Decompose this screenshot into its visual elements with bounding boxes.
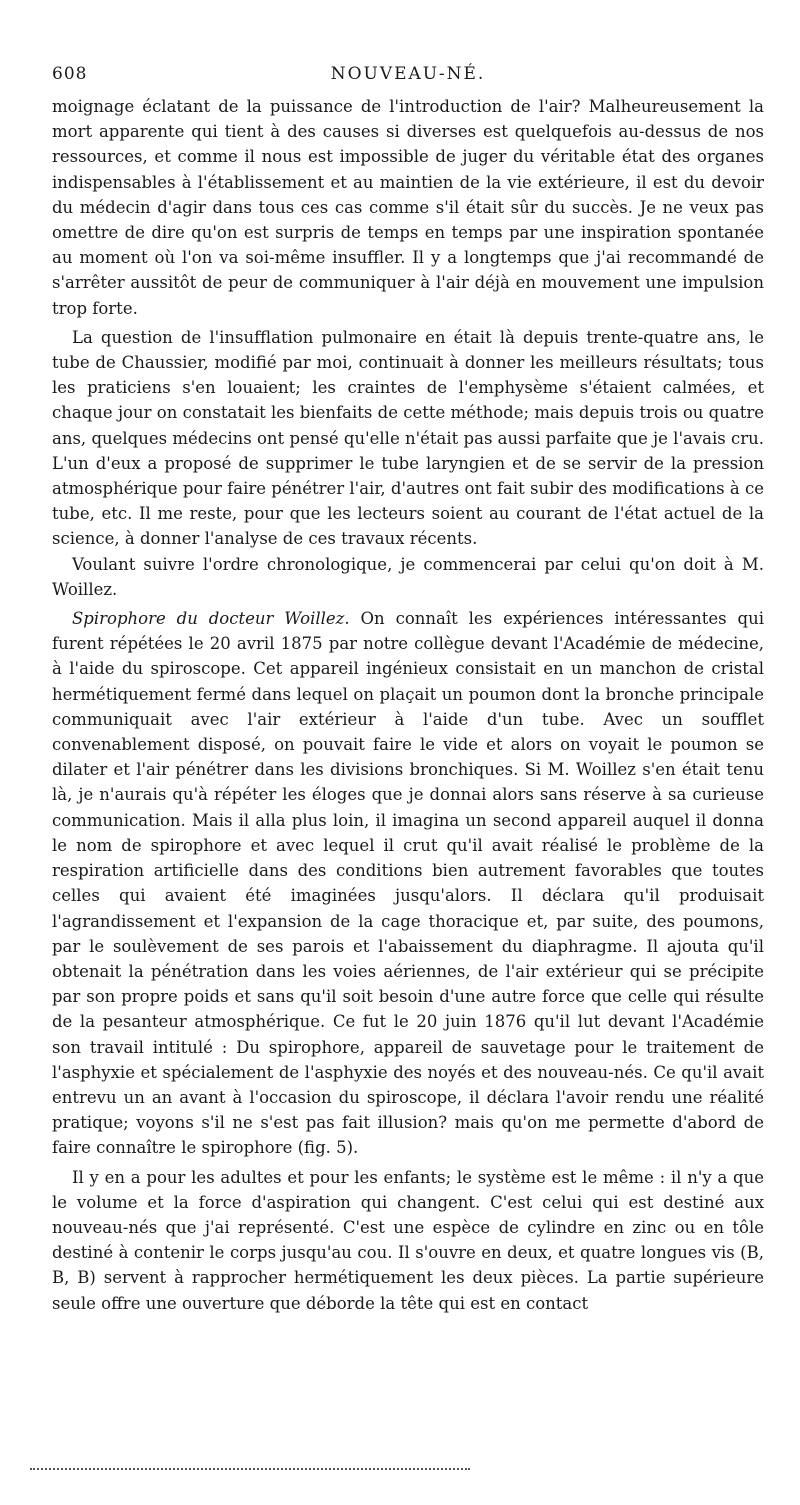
paragraph-4-text: On connaît les expériences intéressantes qui furent répétées le 20 avril 1875 par notre collègue devant l'Académie de médecine, à l'aide du spiroscope. Cet appareil ingénieux consistait en un manchon de cristal hermétiquement fermé dans lequel on plaçait un poumon dont la bronche principale communiquait avec l'air extérieur à l'aide d'un tube. Avec un soufflet convenablement disposé, on pouvait faire le vide et alors on voyait le poumon se dilater et l'air pénétrer dans les divisions bronchiques. Si M. Woillez s'en était tenu là, je n'aurais qu'à répéter les éloges que je donnai alors sans réserve à sa curieuse communication. Mais il alla plus loin, il imagina un second appareil auquel il donna le nom de spirophore et avec lequel il crut qu'il avait réalisé le problème de la respiration artificielle dans des conditions bien autrement favorables que toutes celles qui avaient été imaginées jusqu'alors. Il déclara qu'il produisait l'agrandissement et l'expansion de la cage thoracique et, par suite, des poumons, par le soulèvement de ses parois et l'abaissement du diaphragme. Il ajouta qu'il obtenait la pénétration dans les voies aériennes, de l'air extérieur qui se précipite par son propre poids et sans qu'il soit besoin d'une autre force que celle qui résulte de la pesanteur atmosphérique. Ce fut le 20 juin 1876 qu'il lut devant l'Académie son travail intitulé : Du spirophore, appareil de sauvetage pour le traitement de l'asphyxie et spécialement de l'asphyxie des noyés et des nouveau-nés. Ce qu'il avait entrevu un an avant à l'occasion du spiroscope, il déclara l'avoir rendu une réalité pratique; voyons s'il ne s'est pas fait illusion? mais qu'on me permette d'abord de faire connaître le spirophore (fig. 5). <box>52 609 764 1158</box>
footer-rule <box>30 1468 470 1470</box>
page-number: 608 <box>52 64 88 84</box>
paragraph-5: Il y en a pour les adultes et pour les enfants; le système est le même : il n'y a que le volume et la force d'aspiration qui changent. C'est celui qui est destiné aux nouveau-nés que j'ai représenté. C'est une espèce de cylindre en zinc ou en tôle destiné à contenir le corps jusqu'au cou. Il s'ouvre en deux, et quatre longues vis (B, B, B) servent à rapprocher hermétiquement les deux pièces. La partie supérieure seule offre une ouverture que déborde la tête qui est en contact <box>52 1167 764 1313</box>
paragraph-1: moignage éclatant de la puissance de l'introduction de l'air? Malheureusement la mort apparente qui tient à des causes si diverses est quelquefois au-dessus de nos ressources, et comme il nous est impossible de juger du véritable état des organes indispensables à l'établissement et au maintien de la vie extérieure, il est du devoir du médecin d'agir dans tous ces cas comme s'il était sûr du succès. Je ne veux pas omettre de dire qu'on est surpris de temps en temps par une inspiration spontanée au moment où l'on va soi-même insuffler. Il y a longtemps que j'ai recommandé de s'arrêter aussitôt de peur de communiquer à l'air déjà en mouvement une impulsion trop forte. <box>52 97 764 318</box>
paragraph-2: La question de l'insufflation pulmonaire en était là depuis trente-quatre ans, le tube de Chaussier, modifié par moi, continuait à donner les meilleurs résultats; tous les praticiens s'en louaient; les craintes de l'emphysème s'étaient calmées, et chaque jour on constatait les bienfaits de cette méthode; mais depuis trois ou quatre ans, quelques médecins ont pensé qu'elle n'était pas aussi parfaite que je l'avais cru. L'un d'eux a proposé de supprimer le tube laryngien et de se servir de la pression atmosphérique pour faire pénétrer l'air, d'autres ont fait subir des modifications à ce tube, etc. Il me reste, pour que les lecteurs soient au courant de l'état actuel de la science, à donner l'analyse de ces travaux récents. <box>52 327 764 549</box>
document-page <box>52 64 764 1316</box>
page-header <box>52 64 764 94</box>
body-text <box>52 94 764 1316</box>
section-heading-spirophore: Spirophore du docteur Woillez. <box>72 609 350 629</box>
paragraph-3: Voulant suivre l'ordre chronologique, je commencerai par celui qu'on doit à M. Woillez. <box>52 554 764 599</box>
paragraph-4 <box>52 606 764 1160</box>
running-title: NOUVEAU-NÉ. <box>330 64 486 84</box>
